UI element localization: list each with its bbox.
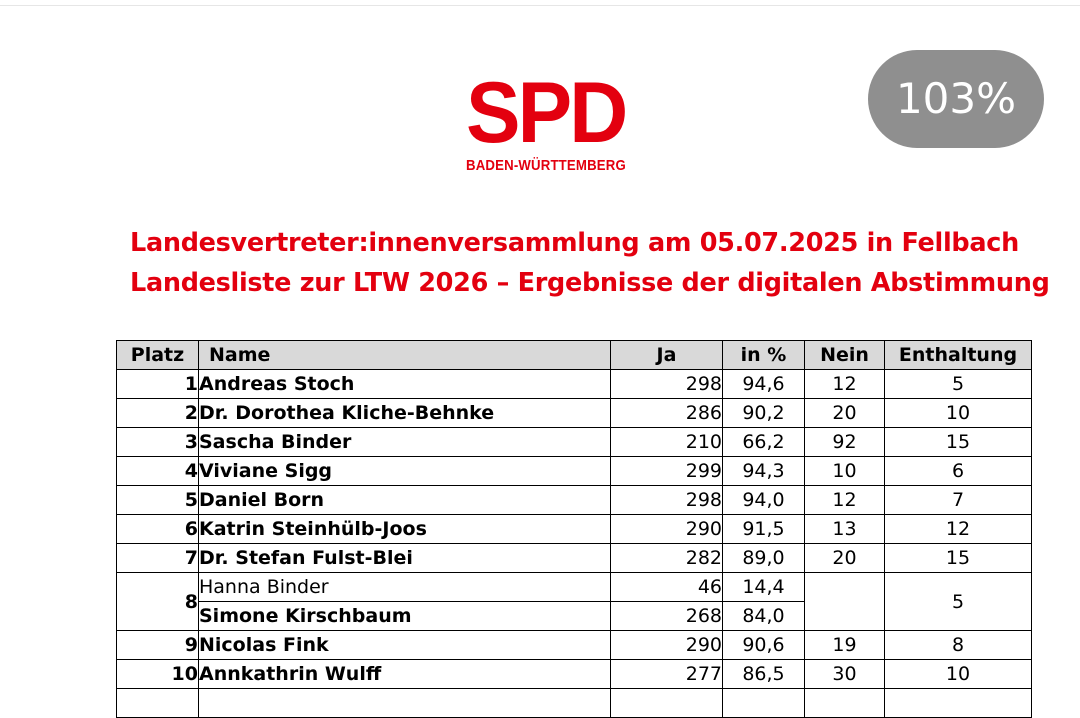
results-table — [116, 340, 1032, 718]
cell-ja: 268 — [611, 602, 723, 631]
cell-pct: 89,0 — [723, 544, 805, 573]
cell-platz: 5 — [117, 486, 199, 515]
cell-empty — [885, 689, 1032, 718]
cell-ja: 290 — [611, 631, 723, 660]
cell-platz: 1 — [117, 370, 199, 399]
cell-name: Dr. Dorothea Kliche-Behnke — [199, 399, 611, 428]
spd-logo — [466, 65, 646, 174]
cell-name: Katrin Steinhülb-Joos — [199, 515, 611, 544]
cell-nein: 20 — [805, 544, 885, 573]
cell-platz: 4 — [117, 457, 199, 486]
cell-enthaltung: 10 — [885, 399, 1032, 428]
cell-platz: 9 — [117, 631, 199, 660]
cell-enthaltung: 5 — [885, 573, 1032, 631]
cell-empty — [611, 689, 723, 718]
cell-name: Daniel Born — [199, 486, 611, 515]
cell-ja: 299 — [611, 457, 723, 486]
cell-enthaltung: 15 — [885, 428, 1032, 457]
cell-nein: 92 — [805, 428, 885, 457]
cell-pct: 86,5 — [723, 660, 805, 689]
cell-enthaltung: 6 — [885, 457, 1032, 486]
cell-platz: 7 — [117, 544, 199, 573]
cell-nein: 10 — [805, 457, 885, 486]
cell-platz: 10 — [117, 660, 199, 689]
header-ja: Ja — [611, 341, 723, 370]
cell-pct: 84,0 — [723, 602, 805, 631]
cell-name: Andreas Stoch — [199, 370, 611, 399]
cell-platz: 3 — [117, 428, 199, 457]
cell-empty — [199, 689, 611, 718]
cell-nein: 20 — [805, 399, 885, 428]
cell-pct: 94,3 — [723, 457, 805, 486]
cell-nein: 12 — [805, 370, 885, 399]
cell-nein: 30 — [805, 660, 885, 689]
header-enthaltung: Enthaltung — [885, 341, 1032, 370]
cell-empty — [723, 689, 805, 718]
cell-ja: 277 — [611, 660, 723, 689]
title-line-2: Landesliste zur LTW 2026 – Ergebnisse der digitalen Abstimmung — [130, 268, 1050, 298]
cell-platz: 2 — [117, 399, 199, 428]
cell-ja: 298 — [611, 370, 723, 399]
table-row — [117, 457, 1032, 486]
table-header-row — [117, 341, 1032, 370]
cell-pct: 66,2 — [723, 428, 805, 457]
cell-ja: 286 — [611, 399, 723, 428]
cell-nein — [805, 573, 885, 631]
cell-name: Nicolas Fink — [199, 631, 611, 660]
cell-name: Sascha Binder — [199, 428, 611, 457]
table-row — [117, 486, 1032, 515]
cell-name: Annkathrin Wulff — [199, 660, 611, 689]
table-row — [117, 573, 1032, 602]
cell-enthaltung: 8 — [885, 631, 1032, 660]
cell-pct: 94,6 — [723, 370, 805, 399]
title-line-1: Landesvertreter:innenversammlung am 05.07.2025 in Fellbach — [130, 228, 1019, 258]
cell-platz: 6 — [117, 515, 199, 544]
cell-pct: 90,2 — [723, 399, 805, 428]
header-pct: in % — [723, 341, 805, 370]
cell-ja: 298 — [611, 486, 723, 515]
header-name: Name — [199, 341, 611, 370]
cell-enthaltung: 12 — [885, 515, 1032, 544]
cell-ja: 46 — [611, 573, 723, 602]
cell-pct: 90,6 — [723, 631, 805, 660]
cell-enthaltung: 15 — [885, 544, 1032, 573]
cell-name: Simone Kirschbaum — [199, 602, 611, 631]
zoom-level-badge: 103% — [868, 50, 1044, 148]
cell-enthaltung: 10 — [885, 660, 1032, 689]
cell-enthaltung: 7 — [885, 486, 1032, 515]
table-row-partial — [117, 689, 1032, 718]
cell-ja: 282 — [611, 544, 723, 573]
cell-name: Viviane Sigg — [199, 457, 611, 486]
top-divider — [0, 5, 1080, 6]
logo-wordmark: SPD — [466, 65, 626, 161]
cell-platz: 8 — [117, 573, 199, 631]
cell-name: Dr. Stefan Fulst-Blei — [199, 544, 611, 573]
table-row — [117, 544, 1032, 573]
table-row — [117, 399, 1032, 428]
cell-name: Hanna Binder — [199, 573, 611, 602]
header-platz: Platz — [117, 341, 199, 370]
table-row — [117, 428, 1032, 457]
cell-ja: 210 — [611, 428, 723, 457]
table-row — [117, 660, 1032, 689]
cell-empty — [117, 689, 199, 718]
header-nein: Nein — [805, 341, 885, 370]
cell-nein: 12 — [805, 486, 885, 515]
cell-nein: 19 — [805, 631, 885, 660]
table-row — [117, 515, 1032, 544]
cell-empty — [805, 689, 885, 718]
cell-pct: 14,4 — [723, 573, 805, 602]
logo-subtitle: BADEN-WÜRTTEMBERG — [466, 157, 626, 174]
cell-enthaltung: 5 — [885, 370, 1032, 399]
cell-nein: 13 — [805, 515, 885, 544]
table-row — [117, 370, 1032, 399]
cell-pct: 91,5 — [723, 515, 805, 544]
table-row — [117, 631, 1032, 660]
cell-pct: 94,0 — [723, 486, 805, 515]
document-title — [130, 223, 1050, 303]
cell-ja: 290 — [611, 515, 723, 544]
